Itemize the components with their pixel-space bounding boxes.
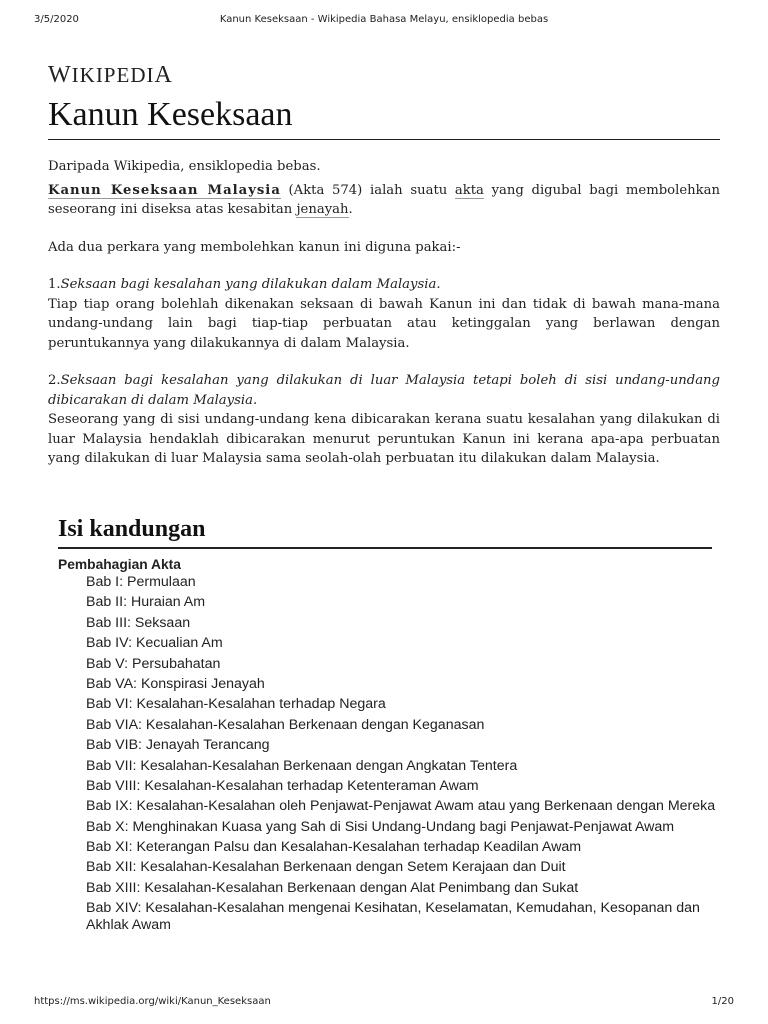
toc-item[interactable]: Bab VIB: Jenayah Terancang [86,737,270,754]
point-1-heading: 1.Seksaan bagi kesalahan yang dilakukan dalam Malaysia. [48,277,441,292]
print-url: https://ms.wikipedia.org/wiki/Kanun_Keseksaan [34,996,271,1007]
toc-item[interactable]: Bab XIV: Kesalahan-Kesalahan mengenai Kesihatan, Keselamatan, Kemudahan, Kesopanan dan Akhlak Awam [86,900,700,934]
toc-item[interactable]: Bab VIA: Kesalahan-Kesalahan Berkenaan dengan Keganasan [86,716,485,733]
print-date: 3/5/2020 [34,14,79,25]
toc-item[interactable]: Bab III: Seksaan [86,614,191,631]
toc-item[interactable]: Bab VA: Konspirasi Jenayah [86,675,265,692]
point-2-heading: 2.Seksaan bagi kesalahan yang dilakukan di luar Malaysia tetapi boleh di sisi undang-undang dibicarakan di dalam Malaysia. [48,373,720,408]
wikipedia-logo[interactable]: WIKIPEDIA [48,62,173,88]
toc-item[interactable]: Bab VI: Kesalahan-Kesalahan terhadap Negara [86,696,386,713]
toc-item[interactable]: Bab XII: Kesalahan-Kesalahan Berkenaan dengan Setem Kerajaan dan Duit [86,859,566,876]
point-2-body: Seseorang yang di sisi undang-undang kena dibicarakan kerana suatu kesalahan yang dilakukan di luar Malaysia hendaklah dibicarakan menurut peruntukan Kanun ini kerana apa-apa perbuatan yang dilakukan di luar Malaysia sama seolah-olah perbuatan itu dilakukan dalam Malaysia. [48,412,720,466]
page-title: Kanun Keseksaan [48,96,720,140]
link-akta[interactable]: akta [454,182,484,198]
toc-list [86,574,716,934]
toc-item[interactable]: Bab I: Permulaan [86,574,196,590]
toc-item[interactable]: Bab IV: Kecualian Am [86,635,223,652]
toc-title: Isi kandungan [58,516,712,549]
print-page-title: Kanun Keseksaan - Wikipedia Bahasa Melayu, ensiklopedia bebas [219,14,549,25]
lead-paragraph: Kanun Keseksaan Malaysia (Akta 574) ialah suatu akta yang digubal bagi membolehkan seseorang ini diseksa atas kesabitan jenayah. [48,182,720,217]
toc-item[interactable]: Bab II: Huraian Am [86,594,206,611]
toc-item[interactable]: Bab X: Menghinakan Kuasa yang Sah di Sisi Undang-Undang bagi Penjawat-Penjawat Awam [86,818,675,835]
link-jenayah[interactable]: jenayah [296,202,349,217]
intro-paragraph: Ada dua perkara yang membolehkan kanun ini diguna pakai:- [48,239,461,255]
toc-item[interactable]: Bab VIII: Kesalahan-Kesalahan terhadap Ketenteraman Awam [86,777,479,794]
article-content [48,157,720,469]
toc-item[interactable]: Bab XIII: Kesalahan-Kesalahan Berkenaan dengan Alat Penimbang dan Sukat [86,879,579,896]
toc-section-link[interactable]: Pembahagian Akta [58,557,181,572]
table-of-contents [58,516,714,937]
lead-bold-term: Kanun Keseksaan Malaysia [48,182,281,198]
print-page-number: 1/20 [711,996,734,1007]
toc-item[interactable]: Bab XI: Keterangan Palsu dan Kesalahan-Kesalahan terhadap Keadilan Awam [86,839,582,856]
toc-item[interactable]: Bab VII: Kesalahan-Kesalahan Berkenaan dengan Angkatan Tentera [86,757,518,774]
toc-item[interactable]: Bab IX: Kesalahan-Kesalahan oleh Penjawat-Penjawat Awam atau yang Berkenaan dengan Mereka [86,798,716,815]
point-1-body: Tiap tiap orang bolehlah dikenakan seksaan di bawah Kanun ini dan tidak di bawah mana-mana undang-undang lain bagi tiap-tiap perbuatan atau ketinggalan yang berlawan dengan peruntukannya yang dilakukannya di dalam Malaysia. [48,296,720,351]
toc-item[interactable]: Bab V: Persubahatan [86,655,221,672]
site-tagline: Daripada Wikipedia, ensiklopedia bebas. [48,159,321,174]
